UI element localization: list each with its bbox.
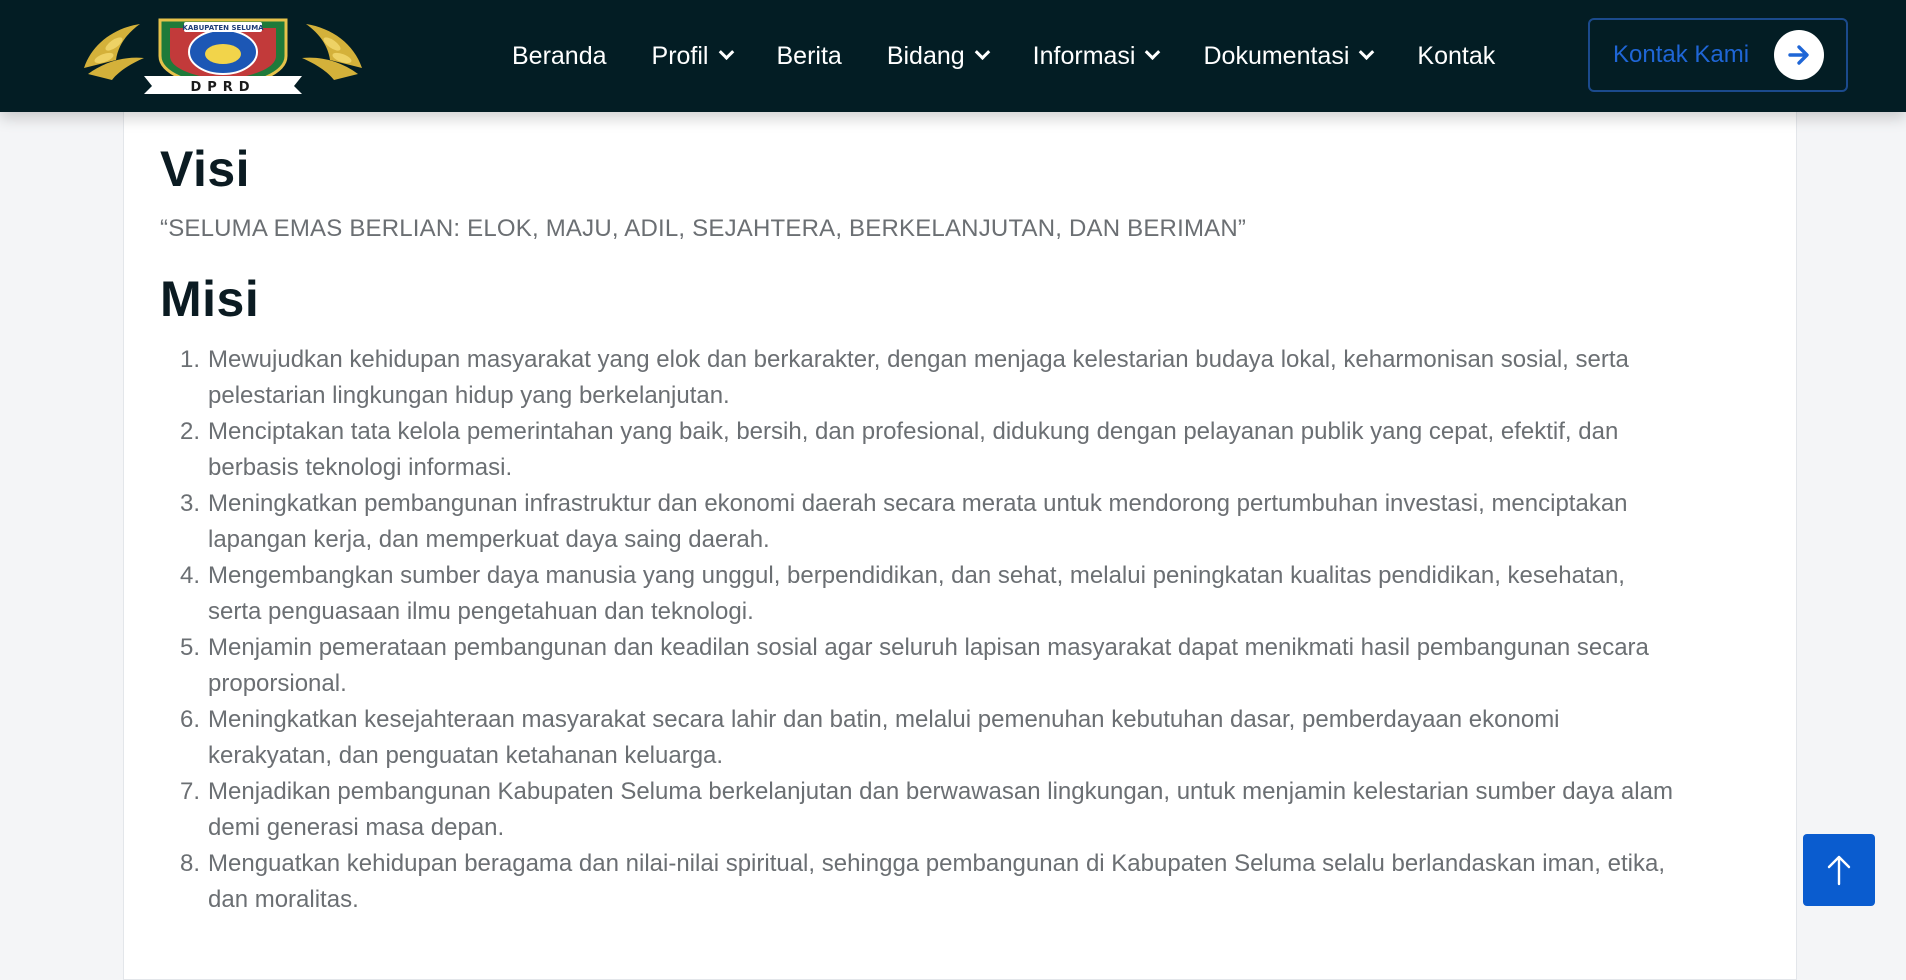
list-item-text: Mengembangkan sumber daya manusia yang unggul, berpendidikan, dan sehat, melalui peningkatan kualitas pendidikan, kesehatan,	[208, 562, 1625, 589]
list-item	[160, 486, 1770, 558]
nav-item-label: Profil	[651, 41, 709, 70]
list-item-text: Menciptakan tata kelola pemerintahan yang baik, bersih, dan profesional, didukung dengan pelayanan publik yang cepat, efektif, dan	[208, 418, 1619, 445]
nav-item-kontak[interactable]	[1417, 42, 1495, 71]
list-item-text: Mewujudkan kehidupan masyarakat yang elok dan berkarakter, dengan menjaga kelestarian budaya lokal, keharmonisan sosial, serta	[208, 346, 1629, 373]
list-item-number: 1.	[179, 346, 200, 373]
list-item-number: 5.	[179, 634, 200, 661]
navbar	[0, 0, 1906, 112]
list-item-text: serta penguasaan ilmu pengetahuan dan teknologi.	[208, 598, 754, 625]
list-item-number: 7.	[179, 778, 200, 805]
list-item	[160, 630, 1770, 702]
nav-item-label: Bidang	[886, 41, 965, 70]
list-item-text: pelestarian lingkungan hidup yang berkelanjutan.	[208, 382, 730, 409]
list-item-number: 8.	[179, 850, 200, 877]
list-item-text: proporsional.	[208, 670, 347, 697]
kontak-kami-button[interactable]	[1588, 18, 1848, 92]
misi-heading: Misi	[160, 271, 260, 327]
nav-item-profil[interactable]	[652, 42, 732, 71]
list-item-text: kerakyatan, dan penguatan ketahanan keluarga.	[208, 742, 724, 769]
nav-item-berita[interactable]	[777, 42, 842, 71]
chevron-down-icon	[974, 44, 990, 60]
list-item-text: Menjamin pemerataan pembangunan dan keadilan sosial agar seluruh lapisan masyarakat dapat menikmati hasil pembangunan secara	[208, 634, 1649, 661]
logo-top-text: KABUPATEN SELUMA	[182, 24, 264, 32]
nav-item-beranda[interactable]	[512, 42, 607, 71]
nav-item-bidang[interactable]	[887, 42, 988, 71]
nav-item-label: Informasi	[1032, 41, 1136, 70]
list-item-text: Menjadikan pembangunan Kabupaten Seluma berkelanjutan dan berwawasan lingkungan, untuk menjamin kelestarian sumber daya alam	[208, 778, 1673, 805]
logo-banner-text: DPRD	[190, 80, 256, 94]
list-item-text: dan moralitas.	[208, 886, 359, 913]
arrow-right-icon	[1774, 30, 1824, 80]
list-item	[160, 558, 1770, 630]
list-item-number: 6.	[179, 706, 200, 733]
list-item-text: Meningkatkan kesejahteraan masyarakat secara lahir dan batin, melalui pemenuhan kebutuhan dasar, pemberdayaan ekonomi	[208, 706, 1560, 733]
visi-heading: Visi	[160, 141, 251, 197]
chevron-down-icon	[718, 44, 734, 60]
kontak-kami-label: Kontak Kami	[1613, 41, 1750, 68]
nav-item-label: Dokumentasi	[1203, 41, 1350, 70]
list-item-text: demi generasi masa depan.	[208, 814, 505, 841]
nav-item-label: Kontak	[1417, 41, 1496, 70]
list-item	[160, 774, 1770, 846]
list-item	[160, 342, 1770, 414]
dprd-emblem-icon	[74, 14, 372, 94]
list-item-number: 4.	[179, 562, 200, 589]
back-to-top-button[interactable]	[1803, 834, 1875, 906]
list-item-text: lapangan kerja, dan memperkuat daya saing daerah.	[208, 526, 770, 553]
list-item-number: 3.	[179, 490, 200, 517]
nav-item-informasi[interactable]	[1033, 42, 1159, 71]
list-item-number: 2.	[179, 418, 200, 445]
list-item	[160, 414, 1770, 486]
dprd-logo[interactable]	[74, 14, 372, 94]
nav-item-dokumentasi[interactable]	[1203, 42, 1372, 71]
visi-statement: “SELUMA EMAS BERLIAN: ELOK, MAJU, ADIL, SEJAHTERA, BERKELANJUTAN, DAN BERIMAN”	[160, 215, 1247, 242]
nav-item-label: Beranda	[512, 41, 607, 70]
list-item-text: berbasis teknologi informasi.	[208, 454, 513, 481]
arrow-up-icon	[1824, 853, 1854, 887]
main-nav	[512, 0, 1495, 112]
list-item-text: Menguatkan kehidupan beragama dan nilai-nilai spiritual, sehingga pembangunan di Kabupaten Seluma selalu berlandaskan iman, etika,	[208, 850, 1665, 877]
list-item-text: Meningkatkan pembangunan infrastruktur dan ekonomi daerah secara merata untuk mendorong pertumbuhan investasi, menciptakan	[208, 490, 1628, 517]
list-item	[160, 702, 1770, 774]
chevron-down-icon	[1359, 44, 1375, 60]
nav-item-label: Berita	[776, 41, 842, 70]
chevron-down-icon	[1145, 44, 1161, 60]
misi-list	[160, 342, 1770, 918]
list-item	[160, 846, 1770, 918]
